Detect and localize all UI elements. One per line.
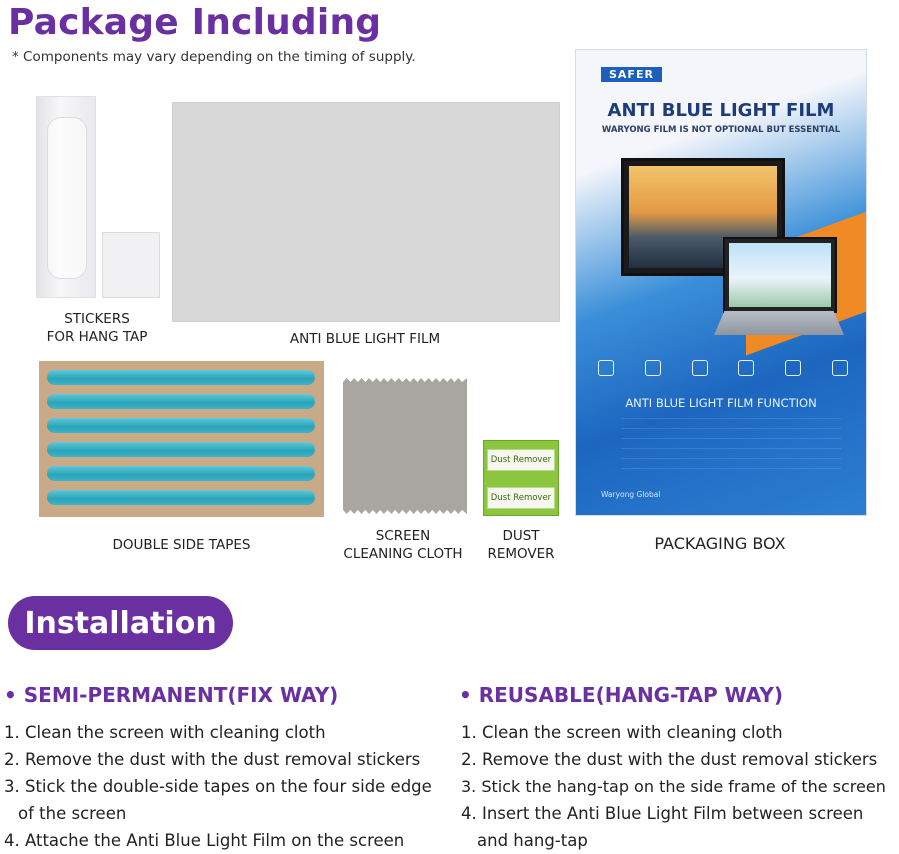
double-side-tapes-image (39, 361, 324, 517)
right-step: 4. Insert the Anti Blue Light Film between screen (461, 804, 864, 823)
reusable-heading: • REUSABLE(HANG-TAP WAY) (459, 683, 783, 707)
page-title: Package Including (8, 2, 382, 43)
right-step: 1. Clean the screen with cleaning cloth (461, 723, 783, 742)
supply-note: * Components may vary depending on the timing of supply. (12, 49, 416, 65)
tape-strip (47, 442, 315, 457)
left-step: of the screen (18, 804, 127, 823)
box-safer-badge: SAFER (601, 67, 662, 82)
left-step: 3. Stick the double-side tapes on the four side edge (4, 777, 432, 796)
tape-strip (47, 466, 315, 481)
box-function-title: ANTI BLUE LIGHT FILM FUNCTION (625, 396, 817, 410)
stickers-caption: STICKERS FOR HANG TAP (46, 311, 148, 345)
feature-icon (738, 360, 754, 376)
sticker-roll-image (36, 96, 96, 298)
film-image (172, 102, 560, 322)
right-step: 2. Remove the dust with the dust removal stickers (461, 750, 878, 769)
feature-icons (598, 360, 848, 376)
dust-remover-label: Dust Remover (487, 487, 555, 509)
left-step: 4. Attache the Anti Blue Light Film on the screen (4, 831, 405, 850)
box-title: ANTI BLUE LIGHT FILM (607, 100, 835, 121)
dust-remover-image (483, 440, 559, 516)
semi-permanent-heading: • SEMI-PERMANENT(FIX WAY) (4, 683, 339, 707)
feature-icon (692, 360, 708, 376)
dust-caption: DUST REMOVER (487, 528, 555, 562)
tape-strip (47, 418, 315, 433)
dust-remover-label: Dust Remover (487, 449, 555, 471)
laptop-icon (723, 237, 837, 313)
film-caption: ANTI BLUE LIGHT FILM (289, 331, 441, 347)
box-function-text (621, 418, 841, 470)
feature-icon (598, 360, 614, 376)
packaging-box-image (575, 49, 867, 516)
cleaning-cloth-image (343, 378, 467, 514)
tape-strip (47, 394, 315, 409)
cloth-caption: SCREEN CLEANING CLOTH (343, 528, 463, 562)
tapes-caption: DOUBLE SIDE TAPES (112, 537, 251, 553)
feature-icon (645, 360, 661, 376)
left-step: 1. Clean the screen with cleaning cloth (4, 723, 326, 742)
feature-icon (785, 360, 801, 376)
sticker-square-image (102, 232, 160, 298)
box-brand: Waryong Global (601, 490, 661, 499)
laptop-base (714, 311, 844, 335)
installation-banner: Installation (8, 596, 233, 650)
box-subtitle: WARYONG FILM IS NOT OPTIONAL BUT ESSENTIAL (601, 125, 841, 135)
feature-icon (832, 360, 848, 376)
tape-strip (47, 370, 315, 385)
right-step: and hang-tap (477, 831, 588, 850)
tape-strip (47, 490, 315, 505)
left-step: 2. Remove the dust with the dust removal stickers (4, 750, 421, 769)
right-step: 3. Stick the hang-tap on the side frame of the screen (461, 777, 886, 796)
box-caption: PACKAGING BOX (654, 534, 786, 553)
